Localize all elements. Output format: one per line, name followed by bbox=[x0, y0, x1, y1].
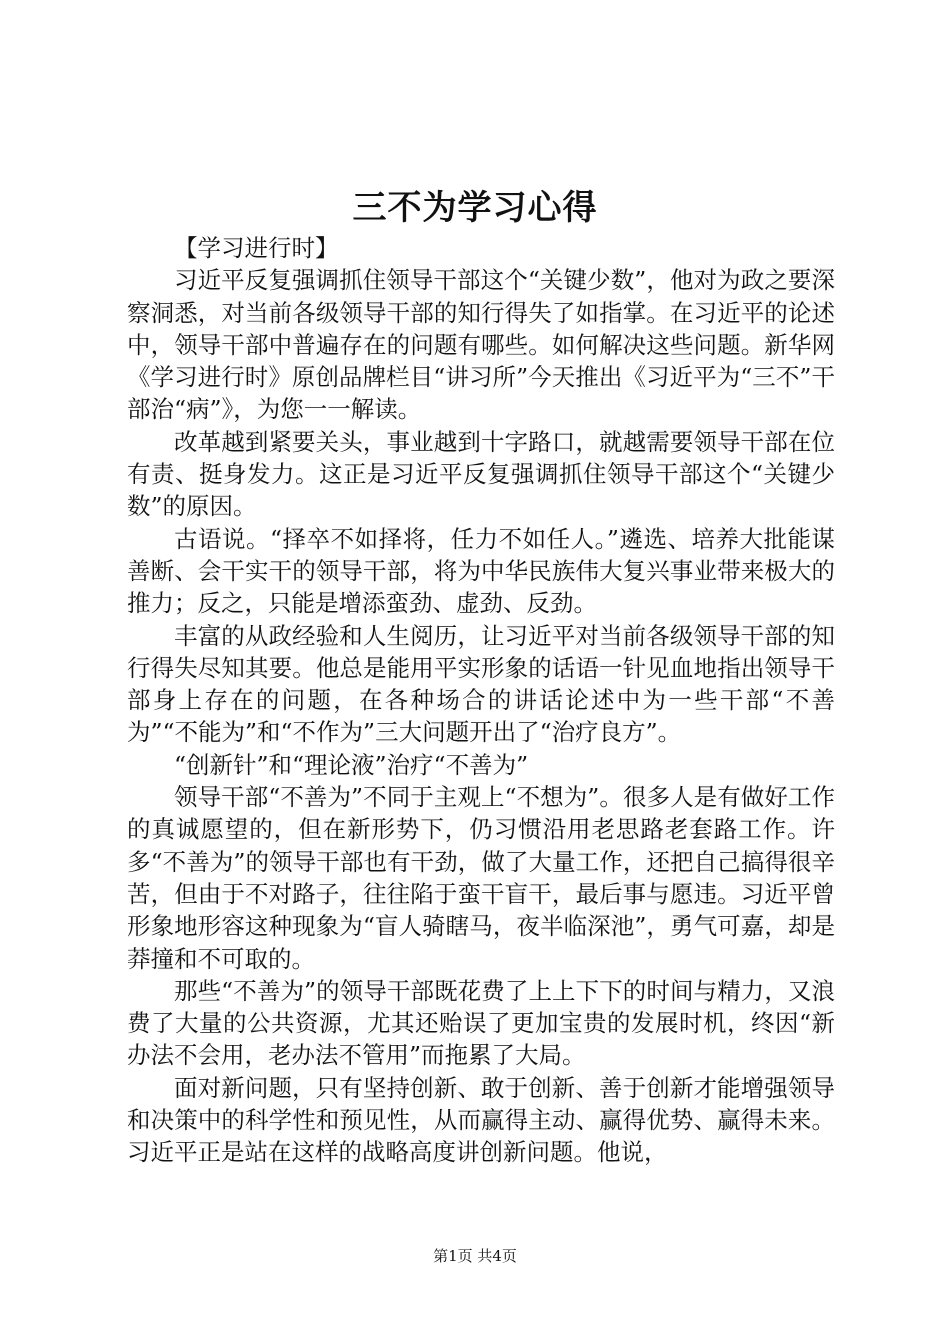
paragraph: 领导干部“不善为”不同于主观上“不想为”。很多人是有做好工作的真诚愿望的，但在新形势下，仍习惯沿用老思路老套路工作。许多“不善为”的领导干部也有干劲，做了大量工作，还把自己搞得很辛苦，但由于不对路子，往往陷于蛮干盲干，最后事与愿违。习近平曾形象地形容这种现象为“盲人骑瞎马，夜半临深池”，勇气可嘉，却是莽撞和不可取的。 bbox=[127, 783, 835, 973]
paragraph: 改革越到紧要关头，事业越到十字路口，就越需要领导干部在位有责、挺身发力。这正是习近平反复强调抓住领导干部这个“关键少数”的原因。 bbox=[127, 427, 835, 521]
document-title: 三不为学习心得 bbox=[352, 188, 598, 228]
section-subheading: “创新针”和“理论液”治疗“不善为” bbox=[174, 750, 529, 779]
paragraph-section-tag: 【学习进行时】 bbox=[174, 234, 339, 262]
paragraph: 那些“不善为”的领导干部既花费了上上下下的时间与精力，又浪费了大量的公共资源，尤其还贻误了更加宝贵的发展时机，终因“新办法不会用，老办法不管用”而拖累了大局。 bbox=[127, 976, 835, 1070]
paragraph: 习近平反复强调抓住领导干部这个“关键少数”，他对为政之要深察洞悉，对当前各级领导干部的知行得失了如指掌。在习近平的论述中，领导干部中普遍存在的问题有哪些。如何解决这些问题。新华网《学习进行时》原创品牌栏目“讲习所”今天推出《习近平为“三不”干部治“病”》，为您一一解读。 bbox=[127, 266, 835, 424]
paragraph: 古语说。“择卒不如择将，任力不如任人。”遴选、培养大批能谋善断、会干实干的领导干部，将为中华民族伟大复兴事业带来极大的推力；反之，只能是增添蛮劲、虚劲、反劲。 bbox=[127, 524, 835, 618]
paragraph: 面对新问题，只有坚持创新、敢于创新、善于创新才能增强领导和决策中的科学性和预见性，从而赢得主动、赢得优势、赢得未来。习近平正是站在这样的战略高度讲创新问题。他说， bbox=[127, 1073, 835, 1167]
document-body bbox=[127, 232, 835, 1169]
page-number-footer: 第1页 共4页 bbox=[433, 1247, 517, 1265]
paragraph: 丰富的从政经验和人生阅历，让习近平对当前各级领导干部的知行得失尽知其要。他总是能用平实形象的话语一针见血地指出领导干部身上存在的问题，在各种场合的讲话论述中为一些干部“不善为”“不能为”和“不作为”三大问题开出了“治疗良方”。 bbox=[127, 621, 835, 747]
